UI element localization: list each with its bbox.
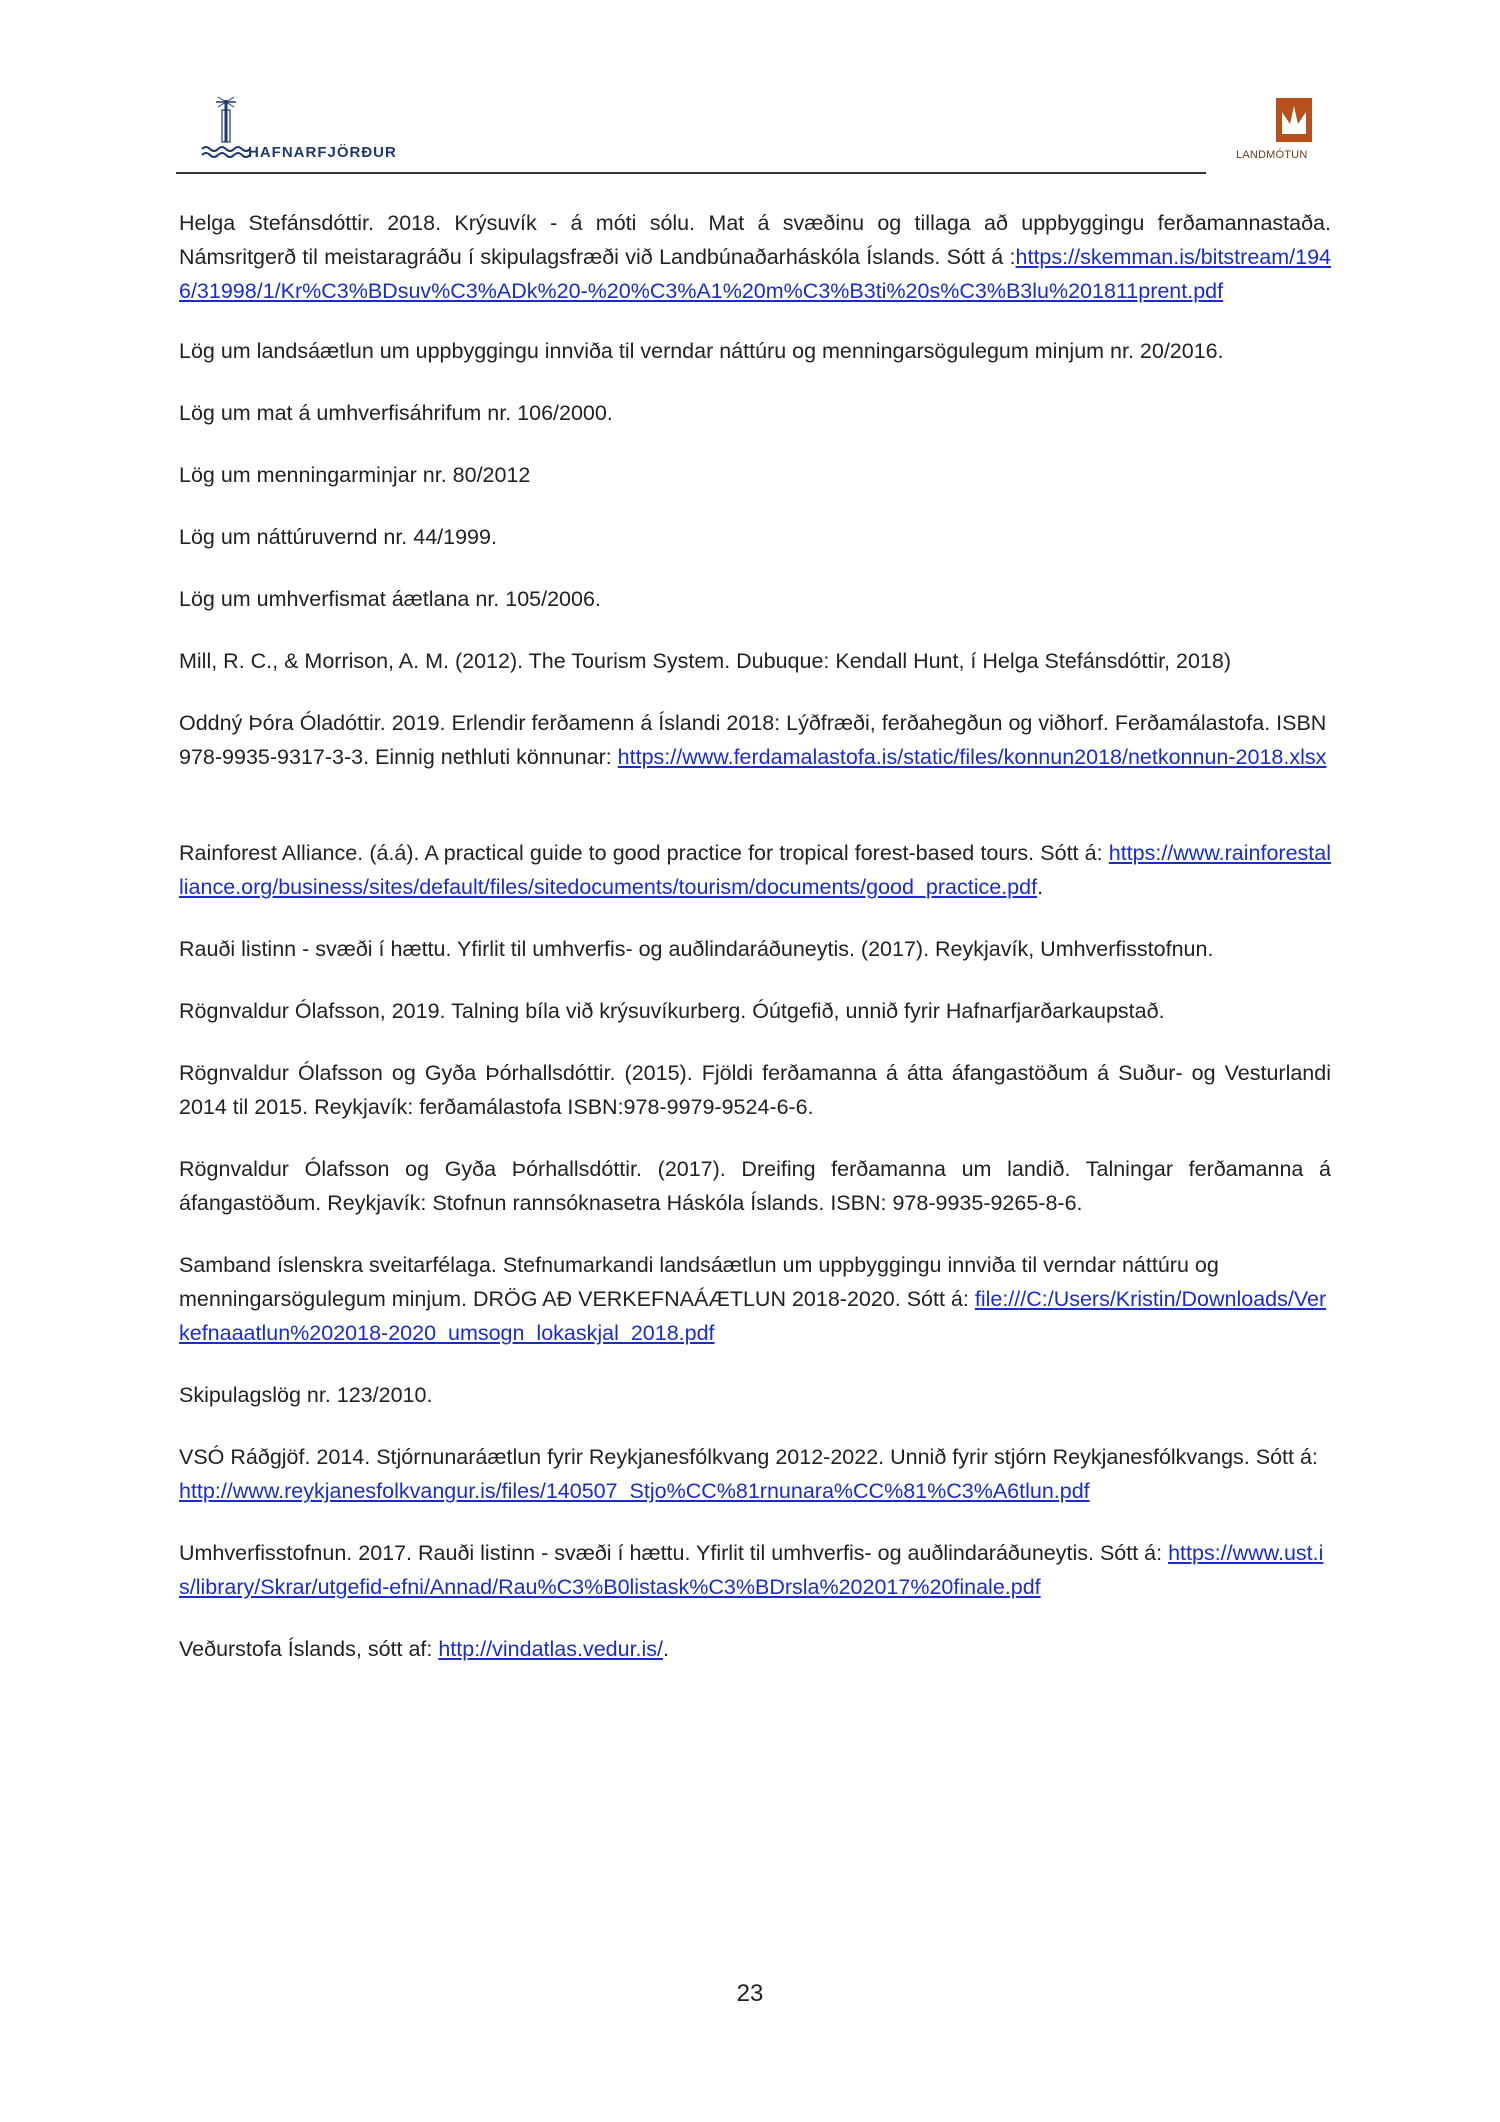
reference-link[interactable]: https://skemman.is/bitstream/1946/31998/1/Kr%C3%BDsuv%C3%ADk%20-%20%C3%A1%20m%C3%B3ti%20s%C3%B3lu%201811prent.pdf (179, 245, 1331, 303)
reference-item (179, 1152, 1331, 1220)
reference-text: Rögnvaldur Ólafsson, 2019. Talning bíla við krýsuvíkurberg. Óútgefið, unnið fyrir Hafnarfjarðarkaupstað. (179, 999, 1165, 1023)
landmotun-logo-text: LANDMÓTUN (1236, 149, 1308, 161)
hafnarfjordur-logo-text: HAFNARFJÖRÐUR (248, 144, 397, 161)
reference-link[interactable]: http://vindatlas.vedur.is/ (438, 1637, 664, 1661)
reference-trailing-text: . (663, 1637, 670, 1661)
reference-item (179, 644, 1331, 678)
reference-text: Lög um umhverfismat áætlana nr. 105/2006. (179, 587, 601, 611)
reference-trailing-text: . (1037, 875, 1044, 899)
reference-item (179, 458, 1331, 492)
reference-text: Lög um mat á umhverfisáhrifum nr. 106/2000. (179, 401, 613, 425)
reference-text: Rögnvaldur Ólafsson og Gyða Þórhallsdóttir. (2017). Dreifing ferðamanna um landið. Talningar ferðamanna á áfangastöðum. Reykjavík: Stofnun rannsóknasetra Háskóla Íslands. ISBN: 978-9935-9265-8-6. (179, 1157, 1331, 1215)
reference-item (179, 520, 1331, 554)
reference-text: Skipulagslög nr. 123/2010. (179, 1383, 433, 1407)
reference-item (179, 1440, 1331, 1508)
reference-item (179, 1378, 1331, 1412)
reference-link[interactable]: file:///C:/Users/Kristin/Downloads/Verkefnaaatlun%202018-2020_umsogn_lokaskjal_2018.pdf (179, 1287, 1327, 1345)
reference-item (179, 1536, 1331, 1604)
reference-link[interactable]: https://www.rainforestalliance.org/business/sites/default/files/sitedocuments/tourism/documents/good_practice.pdf (179, 841, 1331, 899)
reference-text: Umhverfisstofnun. 2017. Rauði listinn - svæði í hættu. Yfirlit til umhverfis- og auðlindaráðuneytis. Sótt á: (179, 1541, 1169, 1565)
reference-text: Lög um menningarminjar nr. 80/2012 (179, 463, 531, 487)
reference-text: Lög um náttúruvernd nr. 44/1999. (179, 525, 497, 549)
reference-item (179, 396, 1331, 430)
page-number: 23 (736, 1980, 764, 2007)
reference-item (179, 1056, 1331, 1124)
reference-item (179, 1632, 1331, 1666)
reference-list (179, 206, 1331, 1666)
landmotun-logo-icon (1264, 96, 1324, 146)
reference-item (179, 836, 1331, 904)
header-divider (176, 172, 1206, 174)
reference-item (179, 206, 1331, 308)
reference-item (179, 994, 1331, 1028)
reference-text: Rainforest Alliance. (á.á). A practical guide to good practice for tropical forest-based tours. Sótt á: (179, 841, 1109, 865)
reference-link[interactable]: http://www.reykjanesfolkvangur.is/files/140507_Stjo%CC%81rnunara%CC%81%C3%A6tlun.pdf (179, 1479, 1090, 1503)
reference-text: Mill, R. C., & Morrison, A. M. (2012). The Tourism System. Dubuque: Kendall Hunt, í Helga Stefánsdóttir, 2018) (179, 649, 1231, 673)
reference-text: Rauði listinn - svæði í hættu. Yfirlit til umhverfis- og auðlindaráðuneytis. (2017). Reykjavík, Umhverfisstofnun. (179, 937, 1214, 961)
reference-text: Lög um landsáætlun um uppbyggingu innviða til verndar náttúru og menningarsögulegum minjum nr. 20/2016. (179, 339, 1224, 363)
reference-text: Veðurstofa Íslands, sótt af: (179, 1637, 439, 1661)
reference-text: Rögnvaldur Ólafsson og Gyða Þórhallsdóttir. (2015). Fjöldi ferðamanna á átta áfangastöðum á Suður- og Vesturlandi 2014 til 2015. Reykjavík: ferðamálastofa ISBN:978-9979-9524-6-6. (179, 1061, 1331, 1119)
reference-link[interactable]: https://www.ust.is/library/Skrar/utgefid-efni/Annad/Rau%C3%B0listask%C3%BDrsla%202017%20finale.pdf (179, 1541, 1324, 1599)
reference-text: Oddný Þóra Óladóttir. 2019. Erlendir ferðamenn á Íslandi 2018: Lýðfræði, ferðahegðun og viðhorf. Ferðamálastofa. ISBN 978-9935-9317-3-3. Einnig nethluti könnunar: (179, 711, 1327, 769)
reference-link[interactable]: https://www.ferdamalastofa.is/static/files/konnun2018/netkonnun-2018.xlsx (617, 745, 1327, 769)
reference-item (179, 582, 1331, 616)
reference-item (179, 334, 1331, 368)
reference-text: Samband íslenskra sveitarfélaga. Stefnumarkandi landsáætlun um uppbyggingu innviða til verndar náttúru og menningarsögulegum minjum. DRÖG AÐ VERKEFNAÁÆTLUN 2018-2020. Sótt á: (179, 1253, 1219, 1311)
reference-item (179, 1248, 1331, 1350)
reference-text: Helga Stefánsdóttir. 2018. Krýsuvík - á móti sólu. Mat á svæðinu og tillaga að uppbyggingu ferðamannastaða. Námsritgerð til meistaragráðu í skipulagsfræði við Landbúnaðarháskóla Íslands. Sótt á : (179, 211, 1331, 269)
page-header (176, 92, 1326, 182)
reference-item (179, 932, 1331, 966)
reference-item (179, 706, 1331, 774)
reference-text: VSÓ Ráðgjöf. 2014. Stjórnunaráætlun fyrir Reykjanesfólkvang 2012-2022. Unnið fyrir stjórn Reykjanesfólkvangs. Sótt á: (179, 1445, 1318, 1469)
